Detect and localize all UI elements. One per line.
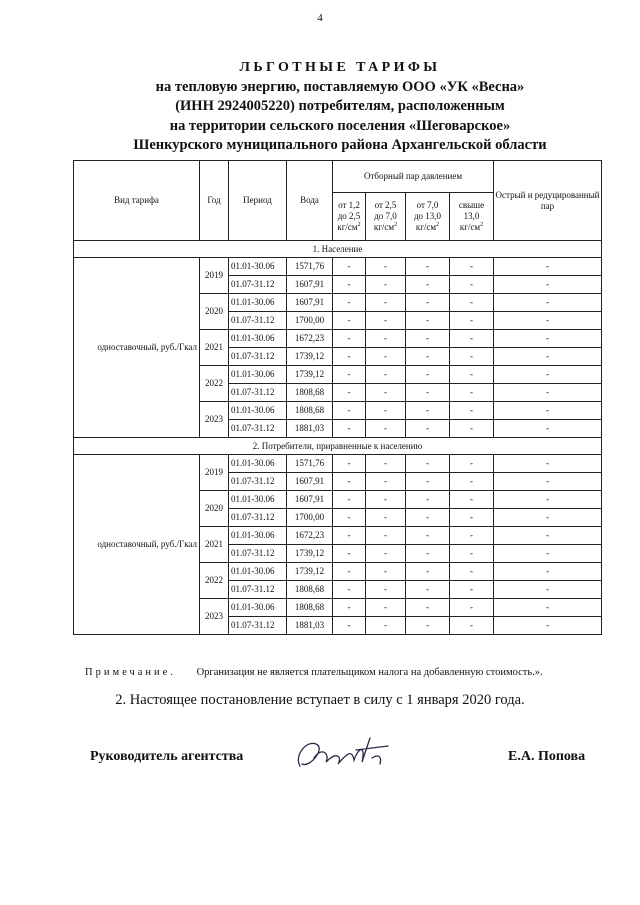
- header-sharp-steam-label: Острый и редуцированный пар: [495, 189, 600, 211]
- empty-tariff-cell: -: [333, 545, 366, 563]
- year-cell: 2022: [200, 563, 229, 599]
- empty-tariff-cell: -: [406, 617, 450, 635]
- water-tariff-cell: 1607,91: [287, 491, 333, 509]
- period-cell: 01.07-31.12: [229, 348, 287, 366]
- p2c: кг/см: [373, 222, 395, 232]
- empty-tariff-cell: -: [494, 455, 602, 473]
- empty-tariff-cell: -: [450, 563, 494, 581]
- year-cell: 2019: [200, 455, 229, 491]
- period-cell: 01.07-31.12: [229, 384, 287, 402]
- water-tariff-cell: 1808,68: [287, 581, 333, 599]
- p1a: от 1,2: [338, 200, 360, 210]
- empty-tariff-cell: -: [366, 563, 406, 581]
- title-line-1: на тепловую энергию, поставляемую ООО «УК «Весна»: [155, 78, 525, 95]
- year-cell: 2022: [200, 366, 229, 402]
- empty-tariff-cell: -: [450, 420, 494, 438]
- tariff-table: [73, 160, 602, 635]
- period-cell: 01.01-30.06: [229, 527, 287, 545]
- empty-tariff-cell: -: [333, 402, 366, 420]
- empty-tariff-cell: -: [333, 276, 366, 294]
- empty-tariff-cell: -: [366, 330, 406, 348]
- p2b: до 7,0: [374, 211, 397, 221]
- water-tariff-cell: 1700,00: [287, 312, 333, 330]
- period-cell: 01.07-31.12: [229, 312, 287, 330]
- period-cell: 01.01-30.06: [229, 402, 287, 420]
- empty-tariff-cell: -: [450, 348, 494, 366]
- empty-tariff-cell: -: [333, 509, 366, 527]
- period-cell: 01.01-30.06: [229, 563, 287, 581]
- sup: 2: [436, 222, 440, 228]
- empty-tariff-cell: -: [494, 348, 602, 366]
- empty-tariff-cell: -: [366, 366, 406, 384]
- empty-tariff-cell: -: [494, 527, 602, 545]
- p4a: свыше: [458, 200, 485, 210]
- water-tariff-cell: 1739,12: [287, 545, 333, 563]
- period-cell: 01.07-31.12: [229, 545, 287, 563]
- tariff-type-cell: одноставочный, руб./Гкал: [74, 455, 200, 635]
- empty-tariff-cell: -: [406, 402, 450, 420]
- p3a: от 7,0: [416, 200, 439, 210]
- empty-tariff-cell: -: [366, 581, 406, 599]
- empty-tariff-cell: -: [406, 420, 450, 438]
- empty-tariff-cell: -: [450, 276, 494, 294]
- title-line-3: на территории сельского поселения «Шеговарское»: [169, 117, 511, 134]
- empty-tariff-cell: -: [450, 545, 494, 563]
- empty-tariff-cell: -: [494, 563, 602, 581]
- empty-tariff-cell: -: [450, 473, 494, 491]
- empty-tariff-cell: -: [366, 599, 406, 617]
- water-tariff-cell: 1607,91: [287, 276, 333, 294]
- water-tariff-cell: 1739,12: [287, 366, 333, 384]
- signatory-position: Руководитель агентства: [90, 749, 244, 764]
- table-row: [74, 258, 602, 276]
- empty-tariff-cell: -: [366, 384, 406, 402]
- empty-tariff-cell: -: [450, 258, 494, 276]
- empty-tariff-cell: -: [333, 420, 366, 438]
- empty-tariff-cell: -: [333, 294, 366, 312]
- empty-tariff-cell: -: [333, 366, 366, 384]
- empty-tariff-cell: -: [333, 455, 366, 473]
- empty-tariff-cell: -: [406, 581, 450, 599]
- empty-tariff-cell: -: [494, 276, 602, 294]
- empty-tariff-cell: -: [366, 420, 406, 438]
- empty-tariff-cell: -: [450, 366, 494, 384]
- empty-tariff-cell: -: [366, 545, 406, 563]
- empty-tariff-cell: -: [450, 294, 494, 312]
- header-pressure-2: [366, 193, 406, 241]
- water-tariff-cell: 1571,76: [287, 258, 333, 276]
- empty-tariff-cell: -: [494, 402, 602, 420]
- empty-tariff-cell: -: [366, 455, 406, 473]
- empty-tariff-cell: -: [333, 473, 366, 491]
- empty-tariff-cell: -: [406, 455, 450, 473]
- empty-tariff-cell: -: [494, 294, 602, 312]
- period-cell: 01.07-31.12: [229, 420, 287, 438]
- period-cell: 01.07-31.12: [229, 276, 287, 294]
- section-1-title-row: [74, 241, 602, 258]
- effective-date-paragraph: 2. Настоящее постановление вступает в силу с 1 января 2020 года.: [115, 692, 525, 708]
- header-year: Год: [200, 161, 229, 241]
- empty-tariff-cell: -: [406, 330, 450, 348]
- sup: 2: [357, 222, 361, 228]
- empty-tariff-cell: -: [406, 258, 450, 276]
- empty-tariff-cell: -: [494, 617, 602, 635]
- section-1-title: 1. Население: [74, 241, 602, 258]
- period-cell: 01.01-30.06: [229, 366, 287, 384]
- empty-tariff-cell: -: [333, 527, 366, 545]
- empty-tariff-cell: -: [450, 599, 494, 617]
- note-label: Примечание.: [85, 667, 176, 678]
- empty-tariff-cell: -: [366, 617, 406, 635]
- note-text: Организация не является плательщиком налога на добавленную стоимость.».: [196, 667, 543, 678]
- water-tariff-cell: 1571,76: [287, 455, 333, 473]
- empty-tariff-cell: -: [494, 258, 602, 276]
- year-cell: 2023: [200, 402, 229, 438]
- empty-tariff-cell: -: [494, 420, 602, 438]
- header-pressure-4: [450, 193, 494, 241]
- period-cell: 01.01-30.06: [229, 455, 287, 473]
- water-tariff-cell: 1700,00: [287, 509, 333, 527]
- header-water: Вода: [287, 161, 333, 241]
- empty-tariff-cell: -: [333, 599, 366, 617]
- p4c: кг/см: [459, 222, 481, 232]
- empty-tariff-cell: -: [406, 366, 450, 384]
- table-row: [74, 455, 602, 473]
- water-tariff-cell: 1808,68: [287, 384, 333, 402]
- empty-tariff-cell: -: [450, 617, 494, 635]
- note: [85, 667, 543, 678]
- water-tariff-cell: 1739,12: [287, 348, 333, 366]
- empty-tariff-cell: -: [494, 545, 602, 563]
- empty-tariff-cell: -: [406, 509, 450, 527]
- empty-tariff-cell: -: [406, 294, 450, 312]
- empty-tariff-cell: -: [333, 348, 366, 366]
- p4b: 13,0: [463, 211, 480, 221]
- empty-tariff-cell: -: [450, 312, 494, 330]
- water-tariff-cell: 1881,03: [287, 617, 333, 635]
- water-tariff-cell: 1739,12: [287, 563, 333, 581]
- year-cell: 2019: [200, 258, 229, 294]
- empty-tariff-cell: -: [406, 473, 450, 491]
- handwritten-signature: [292, 728, 402, 778]
- empty-tariff-cell: -: [450, 527, 494, 545]
- water-tariff-cell: 1672,23: [287, 330, 333, 348]
- empty-tariff-cell: -: [333, 384, 366, 402]
- water-tariff-cell: 1808,68: [287, 402, 333, 420]
- year-cell: 2021: [200, 527, 229, 563]
- period-cell: 01.07-31.12: [229, 581, 287, 599]
- empty-tariff-cell: -: [494, 491, 602, 509]
- empty-tariff-cell: -: [494, 384, 602, 402]
- water-tariff-cell: 1607,91: [287, 473, 333, 491]
- section-2-title-row: [74, 438, 602, 455]
- water-tariff-cell: 1881,03: [287, 420, 333, 438]
- empty-tariff-cell: -: [366, 473, 406, 491]
- title-line-4: Шенкурского муниципального района Архангельской области: [133, 137, 547, 153]
- empty-tariff-cell: -: [494, 312, 602, 330]
- empty-tariff-cell: -: [406, 545, 450, 563]
- empty-tariff-cell: -: [494, 473, 602, 491]
- empty-tariff-cell: -: [450, 581, 494, 599]
- water-tariff-cell: 1607,91: [287, 294, 333, 312]
- water-tariff-cell: 1672,23: [287, 527, 333, 545]
- empty-tariff-cell: -: [406, 312, 450, 330]
- empty-tariff-cell: -: [366, 527, 406, 545]
- empty-tariff-cell: -: [333, 563, 366, 581]
- empty-tariff-cell: -: [450, 491, 494, 509]
- empty-tariff-cell: -: [494, 509, 602, 527]
- empty-tariff-cell: -: [494, 581, 602, 599]
- empty-tariff-cell: -: [333, 617, 366, 635]
- title-heading: ЛЬГОТНЫЕ ТАРИФЫ: [239, 60, 441, 75]
- empty-tariff-cell: -: [406, 384, 450, 402]
- period-cell: 01.07-31.12: [229, 473, 287, 491]
- sup: 2: [394, 222, 398, 228]
- header-pressure-3: [406, 193, 450, 241]
- empty-tariff-cell: -: [366, 509, 406, 527]
- period-cell: 01.01-30.06: [229, 258, 287, 276]
- empty-tariff-cell: -: [333, 258, 366, 276]
- header-tariff-type: Вид тарифа: [74, 161, 200, 241]
- empty-tariff-cell: -: [333, 330, 366, 348]
- p1b: до 2,5: [337, 211, 361, 221]
- empty-tariff-cell: -: [366, 491, 406, 509]
- title-line-2: (ИНН 2924005220) потребителям, расположенным: [175, 98, 505, 114]
- empty-tariff-cell: -: [333, 491, 366, 509]
- p2a: от 2,5: [374, 200, 397, 210]
- period-cell: 01.01-30.06: [229, 491, 287, 509]
- year-cell: 2020: [200, 294, 229, 330]
- period-cell: 01.01-30.06: [229, 330, 287, 348]
- period-cell: 01.07-31.12: [229, 509, 287, 527]
- header-pressure-1: [333, 193, 366, 241]
- sup: 2: [480, 222, 484, 228]
- signatory-name: Е.А. Попова: [508, 749, 586, 764]
- tariff-type-cell: одноставочный, руб./Гкал: [74, 258, 200, 438]
- empty-tariff-cell: -: [494, 599, 602, 617]
- header-period: Период: [229, 161, 287, 241]
- empty-tariff-cell: -: [450, 455, 494, 473]
- p3b: до 13,0: [413, 211, 442, 221]
- header-sharp-steam: [494, 161, 602, 241]
- empty-tariff-cell: -: [406, 527, 450, 545]
- document-title: [60, 58, 620, 156]
- empty-tariff-cell: -: [366, 348, 406, 366]
- year-cell: 2023: [200, 599, 229, 635]
- header-steam: Отборный пар давлением: [333, 161, 494, 193]
- period-cell: 01.01-30.06: [229, 599, 287, 617]
- empty-tariff-cell: -: [406, 491, 450, 509]
- empty-tariff-cell: -: [333, 581, 366, 599]
- empty-tariff-cell: -: [450, 402, 494, 420]
- empty-tariff-cell: -: [406, 276, 450, 294]
- empty-tariff-cell: -: [366, 312, 406, 330]
- p1c: кг/см: [337, 222, 358, 232]
- section-2-title: 2. Потребители, приравненные к населению: [74, 438, 602, 455]
- p3c: кг/см: [415, 222, 437, 232]
- empty-tariff-cell: -: [450, 384, 494, 402]
- empty-tariff-cell: -: [406, 348, 450, 366]
- empty-tariff-cell: -: [366, 294, 406, 312]
- year-cell: 2020: [200, 491, 229, 527]
- water-tariff-cell: 1808,68: [287, 599, 333, 617]
- empty-tariff-cell: -: [366, 258, 406, 276]
- empty-tariff-cell: -: [450, 509, 494, 527]
- period-cell: 01.07-31.12: [229, 617, 287, 635]
- empty-tariff-cell: -: [406, 599, 450, 617]
- period-cell: 01.01-30.06: [229, 294, 287, 312]
- empty-tariff-cell: -: [333, 312, 366, 330]
- year-cell: 2021: [200, 330, 229, 366]
- empty-tariff-cell: -: [366, 276, 406, 294]
- empty-tariff-cell: -: [494, 366, 602, 384]
- empty-tariff-cell: -: [366, 402, 406, 420]
- empty-tariff-cell: -: [450, 330, 494, 348]
- page-number: 4: [317, 12, 323, 24]
- empty-tariff-cell: -: [494, 330, 602, 348]
- empty-tariff-cell: -: [406, 563, 450, 581]
